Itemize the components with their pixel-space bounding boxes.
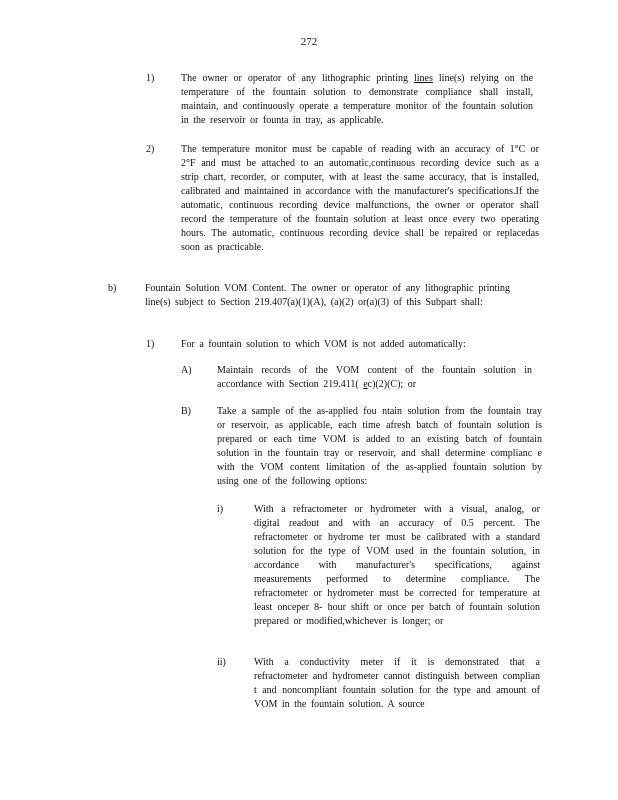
item-text: Maintain records of the VOM content of the fountain solution in accordance with Section 219.411( ec)(2)(C); or (217, 365, 532, 390)
item-label: B) (181, 406, 191, 417)
item-text: Take a sample of the as-applied fou ntain solution from the fountain tray or reservoir, as applicable, each time afresh batch of fountain solution is prepared or each time VOM is added to an existing batch of fountain solution in the fountain tray or reservoir, and shall determine complianc e with the VOM content limitation of the as-applied fountain solution by using one of the following options: (217, 406, 542, 487)
item-label: 1) (146, 339, 155, 350)
item-label: 2) (146, 144, 155, 155)
item-label: 1) (146, 73, 155, 84)
item-label: A) (181, 365, 192, 376)
item-text: The temperature monitor must be capable of reading with an accuracy of 1°C or 2°F and must be attached to an automatic,continuous recording device such as a strip chart, recorder, or computer, with at least the same accuracy, that is installed, calibrated and maintained in accordance with the manufacturer's specifications.If the automatic, continuous recording device malfunctions, the owner or operator shall record the temperature of the fountain solution at least once every two operating hours. The automatic, continuous recording device shall be repaired or replacedas soon as practicable. (181, 144, 539, 253)
item-text: With a refractometer or hydrometer with a visual, analog, or digital readout and with an accuracy of 0.5 percent. The refractometer or hydrome ter must be calibrated with a standard solution for the type of VOM used in the fountain solution, in accordance with manufacturer's specifications, against measurements performed to determine compliance. The refractometer or hydrometer must be corrected for temperature at least onceper 8- hour shift or once per batch of fountain solution prepared or modified,whichever is longer; or (254, 504, 540, 627)
item-text: For a fountain solution to which VOM is not added automatically: (181, 339, 466, 350)
page-number: 272 (300, 36, 318, 48)
item-text: Fountain Solution VOM Content. The owner or operator of any lithographic printing line(s) subject to Section 219.407(a)(1)(A), (a)(2) or(a)(3) of this Subpart shall: (145, 283, 510, 308)
item-text: The owner or operator of any lithographic printing lines line(s) relying on the temperature of the fountain solution to demonstrate compliance shall install, maintain, and continuously operate a temperature monitor of the fountain solution in the reservoir or founta in tray, as applicable. (181, 73, 534, 126)
item-label: b) (108, 283, 117, 294)
item-label: ii) (217, 657, 226, 668)
item-text: With a conductivity meter if it is demonstrated that a refractometer and hydrometer cannot distinguish between complian t and noncompliant fountain solution for the type and amount of VOM in the fountain solution. A source (254, 657, 540, 710)
item-label: i) (217, 504, 224, 515)
